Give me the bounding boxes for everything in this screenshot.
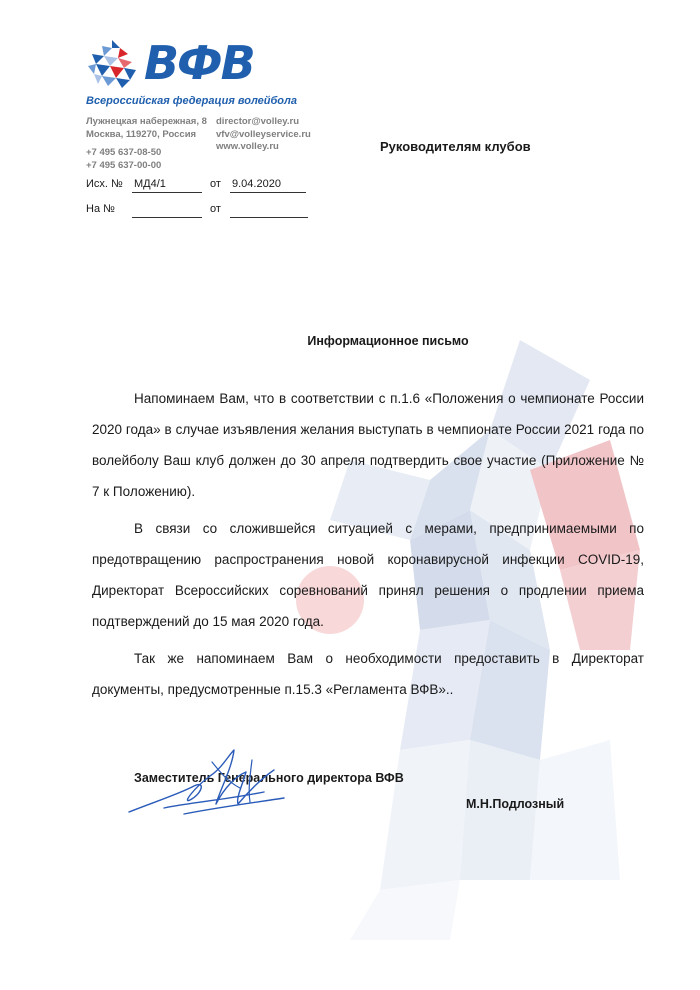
letter-paragraph: Так же напоминаем Вам о необходимости предоставить в Директорат документы, предусмотренные п.15.3 «Регламента ВФВ»..	[92, 651, 644, 697]
address-line: Москва, 119270, Россия	[86, 128, 197, 140]
phone-number: +7 495 637-08-50	[86, 147, 162, 158]
outgoing-number-label: Исх. №	[86, 178, 123, 190]
handwritten-signature	[124, 742, 294, 822]
letter-paragraph: В связи со сложившейся ситуацией с мерами, предпринимаемыми по предотвращению распространения новой коронавирусной инфекции COVID-19, Директорат Всероссийских соревнований принял решения о продлении приема подтверждений до 15 мая 2020 года.	[92, 521, 644, 629]
website-link[interactable]: www.volley.ru	[216, 141, 279, 152]
incoming-number-label: На №	[86, 203, 115, 215]
signer-name: М.Н.Подлозный	[466, 797, 565, 811]
logo-subtitle: Всероссийская федерация волейбола	[86, 95, 297, 107]
incoming-date-field	[230, 203, 308, 218]
logo-mosaic-icon	[86, 40, 138, 90]
contact-links	[216, 116, 311, 154]
signer-position: Заместитель Генерального директора ВФВ	[134, 771, 404, 785]
address-block	[86, 116, 207, 141]
phone-block	[86, 147, 161, 172]
outgoing-date-field: 9.04.2020	[230, 178, 306, 193]
incoming-date-label: от	[210, 203, 221, 215]
phone-number: +7 495 637-00-00	[86, 159, 162, 171]
addressee: Руководителям клубов	[380, 139, 531, 154]
logo-wordmark: ВФВ	[144, 36, 254, 90]
outgoing-number-field: МД4/1	[132, 178, 202, 193]
email-link[interactable]: director@volley.ru	[216, 116, 299, 127]
email-link[interactable]: vfv@volleyservice.ru	[216, 128, 311, 140]
vfv-logo	[86, 36, 297, 108]
incoming-number-field	[132, 203, 202, 218]
letter-paragraph: Напоминаем Вам, что в соответствии с п.1.6 «Положения о чемпионате России 2020 года» в случае изъявления желания выступать в чемпионате России 2021 года по волейболу Ваш клуб должен до 30 апреля подтвердить свое участие (Приложение № 7 к Положению).	[92, 391, 644, 499]
outgoing-date-label: от	[210, 178, 221, 190]
letter-title: Информационное письмо	[307, 334, 469, 348]
address-line: Лужнецкая набережная, 8	[86, 116, 207, 127]
letter-body	[92, 383, 644, 711]
